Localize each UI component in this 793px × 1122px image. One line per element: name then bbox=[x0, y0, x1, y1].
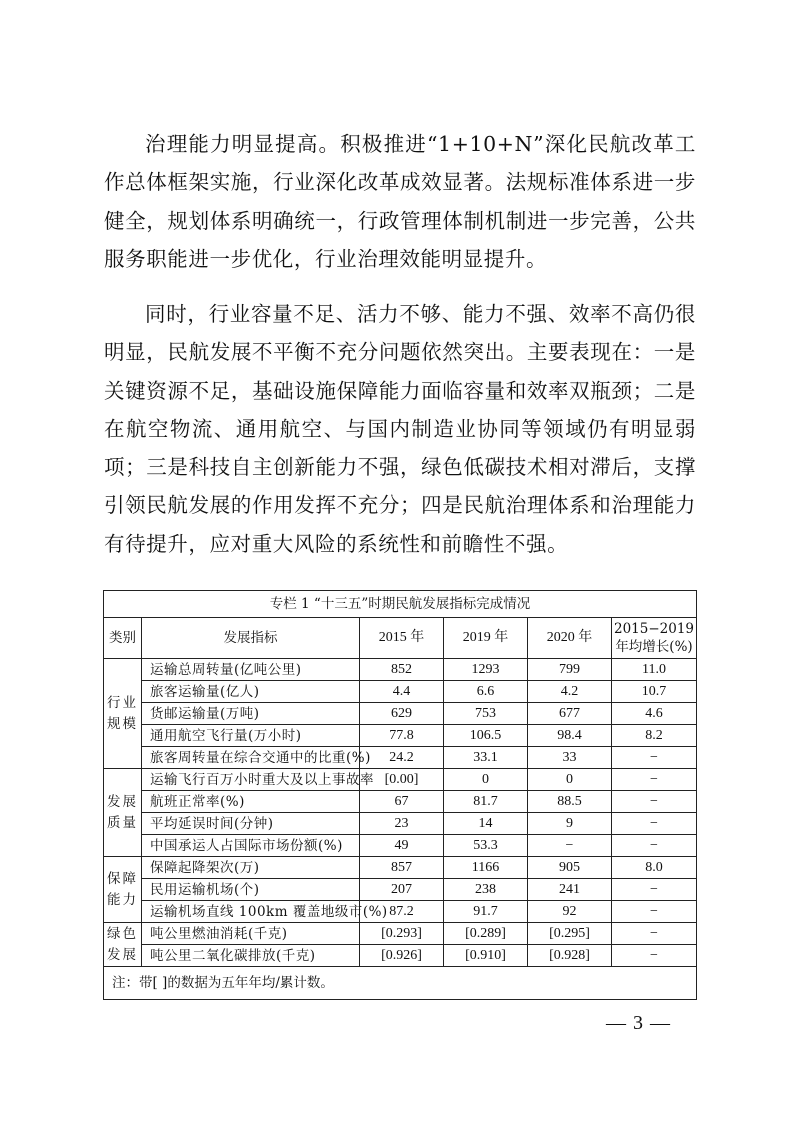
indicator-cell: 中国承运人占国际市场份额(%) bbox=[142, 835, 360, 857]
table-row bbox=[104, 747, 697, 769]
value-2019: 1166 bbox=[444, 857, 528, 879]
table-row bbox=[104, 857, 697, 879]
page-number: — 3 — bbox=[606, 1012, 671, 1034]
value-2020: − bbox=[528, 835, 612, 857]
value-growth: 11.0 bbox=[612, 659, 697, 681]
value-2020: [0.928] bbox=[528, 945, 612, 967]
value-growth: − bbox=[612, 879, 697, 901]
indicator-cell: 保障起降架次(万) bbox=[142, 857, 360, 879]
value-2015: 77.8 bbox=[360, 725, 444, 747]
table-row bbox=[104, 813, 697, 835]
value-2015: 4.4 bbox=[360, 681, 444, 703]
table-header-row bbox=[104, 618, 697, 659]
value-2019: 106.5 bbox=[444, 725, 528, 747]
category-cell: 行业规模 bbox=[104, 659, 142, 769]
value-2019: 1293 bbox=[444, 659, 528, 681]
value-growth: 8.0 bbox=[612, 857, 697, 879]
table-caption: 专栏 1 “十三五”时期民航发展指标完成情况 bbox=[104, 591, 697, 618]
value-growth: − bbox=[612, 791, 697, 813]
table-row bbox=[104, 725, 697, 747]
table-row bbox=[104, 901, 697, 923]
value-2020: 92 bbox=[528, 901, 612, 923]
table-row bbox=[104, 681, 697, 703]
value-2019: [0.289] bbox=[444, 923, 528, 945]
value-growth: − bbox=[612, 945, 697, 967]
header-2020: 2020 年 bbox=[528, 618, 612, 659]
indicator-cell: 运输飞行百万小时重大及以上事故率 bbox=[142, 769, 360, 791]
value-growth: − bbox=[612, 813, 697, 835]
table-row bbox=[104, 879, 697, 901]
value-2015: 49 bbox=[360, 835, 444, 857]
value-2015: 24.2 bbox=[360, 747, 444, 769]
indicator-cell: 旅客周转量在综合交通中的比重(%) bbox=[142, 747, 360, 769]
value-2019: 238 bbox=[444, 879, 528, 901]
category-cell: 绿色发展 bbox=[104, 923, 142, 967]
indicator-table bbox=[103, 590, 697, 1000]
value-2020: [0.295] bbox=[528, 923, 612, 945]
header-indicator: 发展指标 bbox=[142, 618, 360, 659]
value-2020: 33 bbox=[528, 747, 612, 769]
value-growth: − bbox=[612, 901, 697, 923]
value-2019: 14 bbox=[444, 813, 528, 835]
value-growth: − bbox=[612, 747, 697, 769]
indicator-cell: 航班正常率(%) bbox=[142, 791, 360, 813]
value-2020: 98.4 bbox=[528, 725, 612, 747]
indicator-cell: 吨公里燃油消耗(千克) bbox=[142, 923, 360, 945]
value-growth: 8.2 bbox=[612, 725, 697, 747]
table-row bbox=[104, 923, 697, 945]
indicator-cell: 旅客运输量(亿人) bbox=[142, 681, 360, 703]
value-2020: 799 bbox=[528, 659, 612, 681]
value-2019: 753 bbox=[444, 703, 528, 725]
header-2015: 2015 年 bbox=[360, 618, 444, 659]
value-2020: 241 bbox=[528, 879, 612, 901]
indicator-cell: 运输总周转量(亿吨公里) bbox=[142, 659, 360, 681]
table-row bbox=[104, 659, 697, 681]
value-growth: 4.6 bbox=[612, 703, 697, 725]
table-row bbox=[104, 703, 697, 725]
table-note-row bbox=[104, 967, 697, 1000]
value-growth: − bbox=[612, 835, 697, 857]
value-2020: 9 bbox=[528, 813, 612, 835]
value-2020: 0 bbox=[528, 769, 612, 791]
table-note: 注：带[ ]的数据为五年年均/累计数。 bbox=[104, 967, 697, 1000]
table-row bbox=[104, 835, 697, 857]
value-2019: 6.6 bbox=[444, 681, 528, 703]
value-growth: − bbox=[612, 769, 697, 791]
value-2020: 905 bbox=[528, 857, 612, 879]
category-cell: 保障能力 bbox=[104, 857, 142, 923]
category-cell: 发展质量 bbox=[104, 769, 142, 857]
table-row bbox=[104, 945, 697, 967]
value-2015: 23 bbox=[360, 813, 444, 835]
paragraph-governance: 治理能力明显提高。积极推进“1+10+N”深化民航改革工作总体框架实施，行业深化改革成效显著。法规标准体系进一步健全，规划体系明确统一，行政管理体制机制进一步完善，公共服务职能进一步优化，行业治理效能明显提升。 bbox=[104, 132, 696, 271]
header-2019: 2019 年 bbox=[444, 618, 528, 659]
value-2015: 67 bbox=[360, 791, 444, 813]
value-2015: 857 bbox=[360, 857, 444, 879]
value-2019: 33.1 bbox=[444, 747, 528, 769]
value-2015: [0.00] bbox=[360, 769, 444, 791]
value-2015: [0.926] bbox=[360, 945, 444, 967]
value-2020: 677 bbox=[528, 703, 612, 725]
indicator-cell: 货邮运输量(万吨) bbox=[142, 703, 360, 725]
value-2015: 87.2 bbox=[360, 901, 444, 923]
paragraph-problems: 同时，行业容量不足、活力不够、能力不强、效率不高仍很明显，民航发展不平衡不充分问题依然突出。主要表现在：一是关键资源不足，基础设施保障能力面临容量和效率双瓶颈；二是在航空物流、通用航空、与国内制造业协同等领域仍有明显弱项；三是科技自主创新能力不强，绿色低碳技术相对滞后，支撑引领民航发展的作用发挥不充分；四是民航治理体系和治理能力有待提升，应对重大风险的系统性和前瞻性不强。 bbox=[104, 302, 696, 556]
value-2015: 629 bbox=[360, 703, 444, 725]
indicator-cell: 平均延误时间(分钟) bbox=[142, 813, 360, 835]
value-2015: 207 bbox=[360, 879, 444, 901]
value-2019: 53.3 bbox=[444, 835, 528, 857]
value-growth: 10.7 bbox=[612, 681, 697, 703]
value-2015: 852 bbox=[360, 659, 444, 681]
value-2020: 88.5 bbox=[528, 791, 612, 813]
header-category: 类别 bbox=[104, 618, 142, 659]
indicator-cell: 运输机场直线 100km 覆盖地级市(%) bbox=[142, 901, 360, 923]
indicator-cell: 通用航空飞行量(万小时) bbox=[142, 725, 360, 747]
value-2019: 81.7 bbox=[444, 791, 528, 813]
value-2019: [0.910] bbox=[444, 945, 528, 967]
value-2020: 4.2 bbox=[528, 681, 612, 703]
value-2019: 91.7 bbox=[444, 901, 528, 923]
header-growth-years: 2015−2019 bbox=[613, 621, 695, 637]
header-growth-label: 年均增长(%) bbox=[615, 639, 693, 655]
value-2015: [0.293] bbox=[360, 923, 444, 945]
header-growth bbox=[612, 618, 697, 659]
value-growth: − bbox=[612, 923, 697, 945]
value-2019: 0 bbox=[444, 769, 528, 791]
table-row bbox=[104, 769, 697, 791]
table-row bbox=[104, 791, 697, 813]
indicator-cell: 民用运输机场(个) bbox=[142, 879, 360, 901]
indicator-cell: 吨公里二氧化碳排放(千克) bbox=[142, 945, 360, 967]
